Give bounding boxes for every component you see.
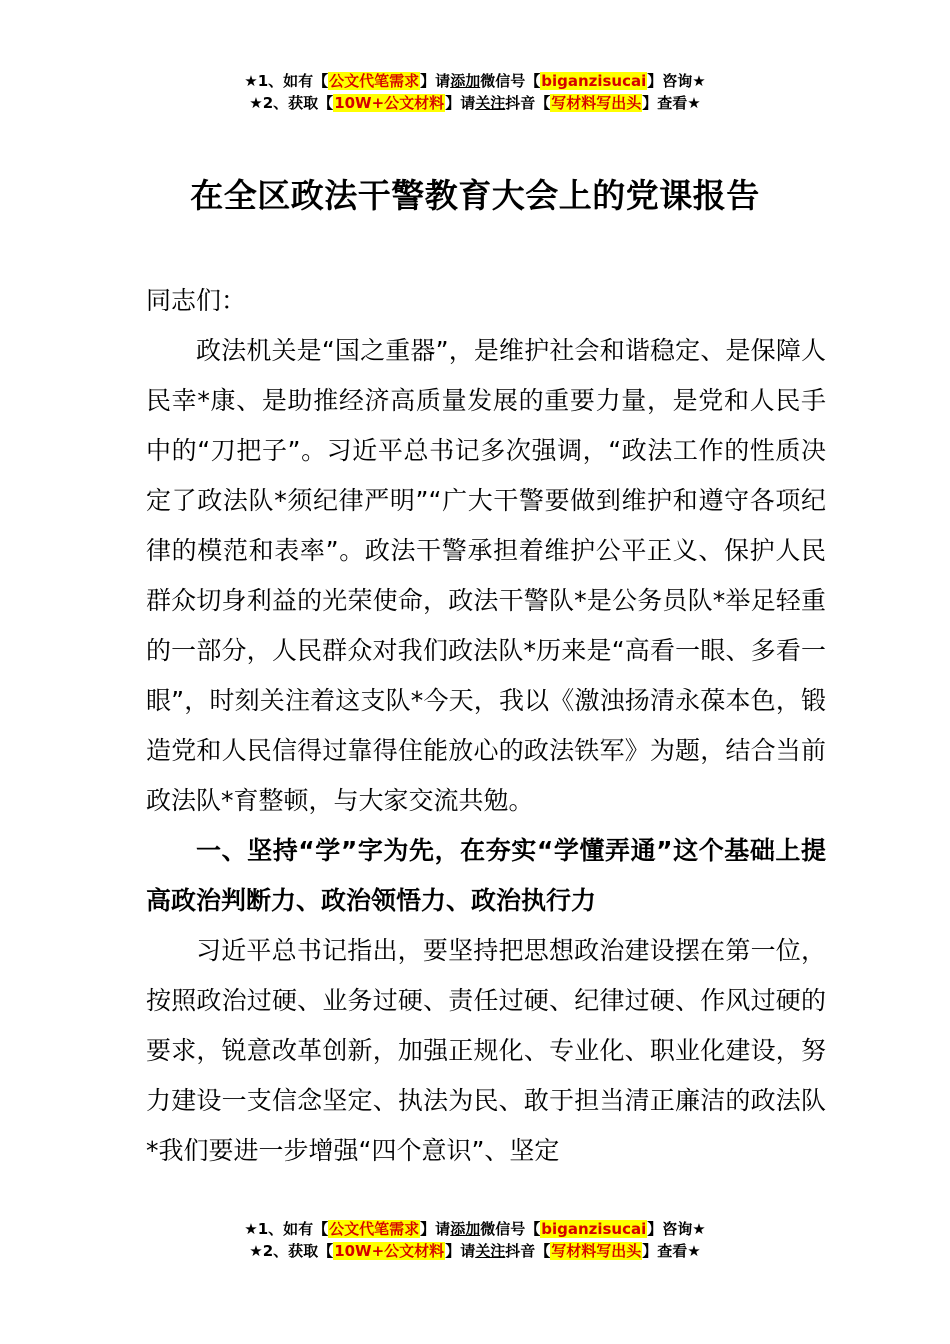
banner-highlight: 10W+公文材料 [334, 94, 445, 112]
salutation: 同志们： [146, 286, 247, 315]
document-title: 在全区政法干警教育大会上的党课报告 [190, 176, 760, 215]
banner-highlight: 公文代笔需求 [329, 1220, 420, 1238]
banner-text: 】咨询★ [647, 1220, 706, 1238]
banner-text: ★2、获取【 [249, 94, 334, 112]
footer-banner [0, 1218, 950, 1262]
banner-line-2 [0, 1240, 950, 1262]
banner-text: 】请 [420, 72, 451, 90]
banner-highlight: 公文代笔需求 [329, 72, 420, 90]
banner-highlight: 写材料写出头 [551, 1242, 642, 1260]
banner-text: 抖音【 [505, 1242, 551, 1260]
banner-highlight: biganzisucai [541, 1220, 647, 1238]
banner-text: 】请 [420, 1220, 451, 1238]
banner-text: ★1、如有【 [244, 72, 329, 90]
banner-underlined: 关注 [475, 94, 506, 112]
header-banner [0, 70, 950, 114]
document-body [146, 276, 826, 1176]
banner-text: 】查看★ [642, 94, 701, 112]
section-heading: 一、坚持“学”字为先，在夯实“学懂弄通”这个基础上提高政治判断力、政治领悟力、政治执行力 [146, 836, 826, 915]
paragraph: 政法机关是“国之重器”，是维护社会和谐稳定、是保障人民幸*康、是助推经济高质量发展的重要力量，是党和人民手中的“刀把子”。习近平总书记多次强调，“政法工作的性质决定了政法队*须纪律严明”“广大干警要做到维护和遵守各项纪律的模范和表率”。政法干警承担着维护公平正义、保护人民群众切身利益的光荣使命，政法干警队*是公务员队*举足轻重的一部分，人民群众对我们政法队*历来是“高看一眼、多看一眼”，时刻关注着这支队*今天，我以《激浊扬清永葆本色，锻造党和人民信得过靠得住能放心的政法铁军》为题，结合当前政法队*育整顿，与大家交流共勉。 [146, 336, 826, 815]
banner-highlight: 10W+公文材料 [334, 1242, 445, 1260]
banner-highlight: biganzisucai [541, 72, 647, 90]
banner-text: 抖音【 [505, 94, 551, 112]
banner-line-1 [0, 70, 950, 92]
banner-text: 】查看★ [642, 1242, 701, 1260]
banner-underlined: 关注 [475, 1242, 506, 1260]
banner-text: 】咨询★ [647, 72, 706, 90]
banner-text: 微信号【 [480, 1220, 541, 1238]
banner-text: 】请 [445, 94, 476, 112]
banner-underlined: 添加 [450, 1220, 481, 1238]
banner-text: 】请 [445, 1242, 476, 1260]
banner-text: 微信号【 [480, 72, 541, 90]
banner-line-2 [0, 92, 950, 114]
banner-text: ★1、如有【 [244, 1220, 329, 1238]
banner-line-1 [0, 1218, 950, 1240]
paragraph: 习近平总书记指出，要坚持把思想政治建设摆在第一位，按照政治过硬、业务过硬、责任过硬、纪律过硬、作风过硬的要求，锐意改革创新，加强正规化、专业化、职业化建设，努力建设一支信念坚定、执法为民、敢于担当清正廉洁的政法队*我们要进一步增强“四个意识”、坚定 [146, 936, 826, 1165]
banner-underlined: 添加 [450, 72, 481, 90]
banner-text: ★2、获取【 [249, 1242, 334, 1260]
banner-highlight: 写材料写出头 [551, 94, 642, 112]
